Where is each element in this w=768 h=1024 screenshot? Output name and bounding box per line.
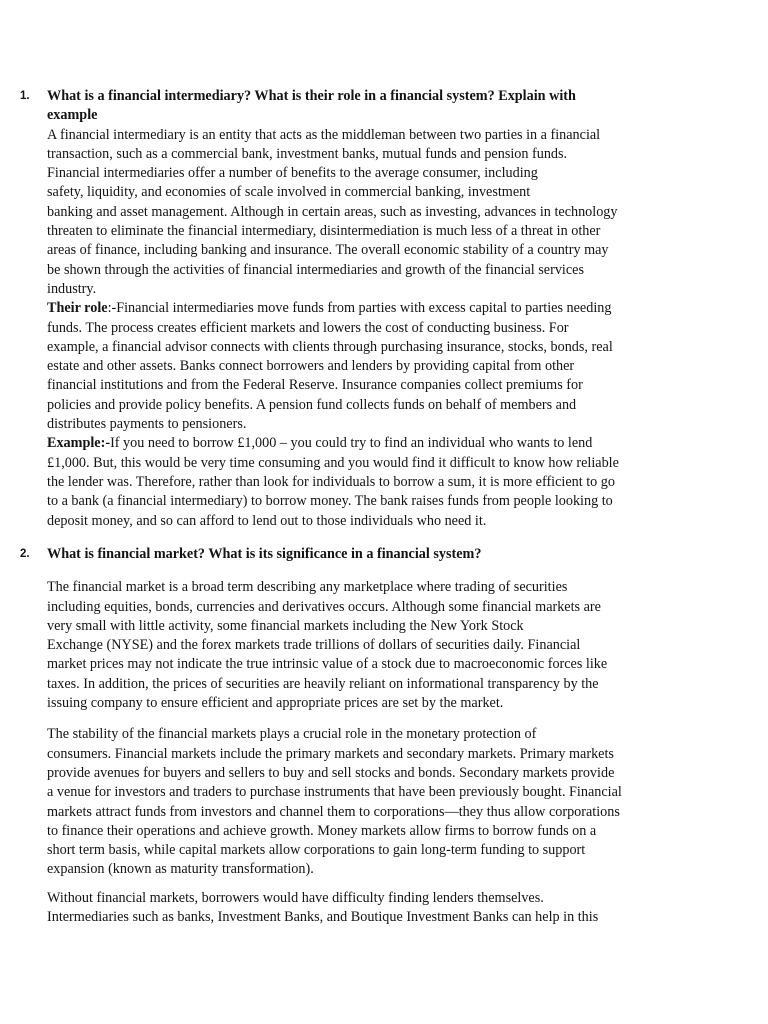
question-2 bbox=[0, 545, 768, 927]
question-heading: What is a financial intermediary? What is their role in a financial system? Explain with example bbox=[47, 88, 576, 124]
role-paragraph: Their role:-Financial intermediaries move funds from parties with excess capital to parties needing funds. The process creates efficient markets and lowers the cost of conducting business. For example, a financial advisor connects with clients through purchasing insurance, stocks, bonds, real estate and other assets. Banks connect borrowers and lenders by providing capital from other financial institutions and from the Federal Reserve. Insurance companies collect premiums for policies and provide policy benefits. A pension fund collects funds on behalf of members and distributes payments to pensioners. bbox=[47, 300, 613, 433]
question-number: 2. bbox=[20, 548, 30, 560]
market-paragraph-3: Without financial markets, borrowers would have difficulty finding lenders themselves. Intermediaries such as banks, Investment Banks, and Boutique Investment Banks can help in this bbox=[47, 889, 599, 926]
role-label: Their role bbox=[47, 300, 108, 317]
market-paragraph-1: The financial market is a broad term describing any marketplace where trading of securities including equities, bonds, currencies and derivatives occurs. Although some financial markets are very small with little activity, some financial markets including the New York Stock Exchange (NYSE) and the forex markets trade trillions of dollars of securities daily. Financial market prices may not indicate the true intrinsic value of a stock due to macroeconomic forces like taxes. In addition, the prices of securities are heavily reliant on informational transparency by the issuing company to ensure efficient and appropriate prices are set by the market. bbox=[47, 579, 608, 712]
question-number: 1. bbox=[20, 90, 30, 102]
question-heading: What is financial market? What is its significance in a financial system? bbox=[47, 546, 482, 562]
example-label: Example:- bbox=[47, 435, 111, 452]
question-1 bbox=[0, 87, 768, 531]
example-paragraph: Example:-If you need to borrow £1,000 – you could try to find an individual who wants to lend £1,000. But, this would be very time consuming and you would find it difficult to know how reliable the lender was. Therefore, rather than look for individuals to borrow a sum, it is more efficient to go to a bank (a financial intermediary) to borrow money. The bank raises funds from people looking to deposit money, and so can afford to lend out to those individuals who need it. bbox=[47, 435, 619, 529]
intro-paragraph: A financial intermediary is an entity that acts as the middleman between two parties in a financial transaction, such as a commercial bank, investment banks, mutual funds and pension funds. Financial intermediaries offer a number of benefits to the average consumer, including safety, liquidity, and economies of scale involved in commercial banking, investment banking and asset management. Although in certain areas, such as investing, advances in technology threaten to eliminate the financial intermediary, disintermediation is much less of a threat in other areas of finance, including banking and insurance. The overall economic stability of a country may be shown through the activities of financial intermediaries and growth of the financial services industry. bbox=[47, 126, 618, 297]
market-paragraph-2: The stability of the financial markets plays a crucial role in the monetary protection of consumers. Financial markets include the primary markets and secondary markets. Primary markets provide avenues for buyers and sellers to buy and sell stocks and bonds. Secondary markets provide a venue for investors and traders to purchase instruments that have been previously bought. Financial markets attract funds from investors and channel them to corporations—they thus allow corporations to finance their operations and achieve growth. Money markets allow firms to borrow funds on a short term basis, while capital markets allow corporations to gain long-term funding to support expansion (known as maturity transformation). bbox=[47, 726, 622, 878]
